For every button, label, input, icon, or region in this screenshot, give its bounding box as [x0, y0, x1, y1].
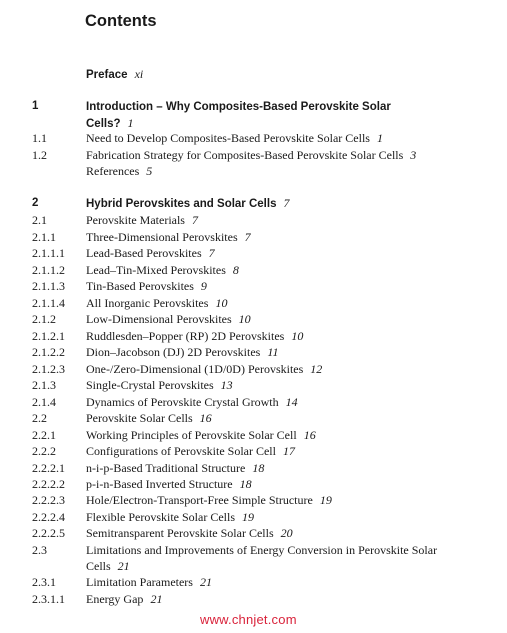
toc-entry-text [86, 163, 152, 179]
toc-entry-title: n-i-p-Based Traditional Structure [86, 461, 246, 475]
toc-entry-title: Dion–Jacobson (DJ) 2D Perovskites [86, 345, 261, 359]
watermark: www.chnjet.com [200, 612, 297, 627]
toc-entry-title: p-i-n-Based Inverted Structure [86, 477, 233, 491]
toc-entry-title: Flexible Perovskite Solar Cells [86, 510, 235, 524]
toc-entry-page: 7 [283, 196, 290, 210]
toc-entry-text [86, 542, 437, 574]
toc-entry-number: 2.2.2.3 [32, 493, 65, 507]
page-title: Contents [85, 12, 157, 30]
toc-entry-text [86, 278, 207, 294]
toc-entry-text [86, 361, 322, 377]
toc-entry-text [86, 147, 416, 163]
toc-entry-page: 18 [252, 461, 265, 475]
toc-entry-text [86, 410, 212, 426]
toc-entry-text [86, 295, 227, 311]
toc-entry-text [86, 130, 383, 146]
toc-entry-title: Energy Gap [86, 592, 144, 606]
toc-entry-number: 2.2.2.2 [32, 477, 65, 491]
toc-entry-number: 2.1 [32, 213, 47, 227]
toc-entry-number: 2.1.3 [32, 378, 56, 392]
toc-entry-page: 17 [282, 444, 295, 458]
toc-entry-number: 2.1.1 [32, 230, 56, 244]
toc-entry-title: Low-Dimensional Perovskites [86, 312, 232, 326]
toc-entry-number: 2.3.1 [32, 575, 56, 589]
toc-entry-page: 5 [146, 164, 153, 178]
toc-entry-title: Semitransparent Perovskite Solar Cells [86, 526, 274, 540]
toc-entry-text [86, 525, 293, 541]
toc-entry-page: 21 [150, 592, 163, 606]
toc-entry-page: 10 [215, 296, 228, 310]
toc-entry-text [86, 98, 391, 132]
toc-entry-number: 2.1.2.3 [32, 362, 65, 376]
toc-entry-page: 7 [191, 213, 198, 227]
toc-entry-number: 2.1.1.1 [32, 246, 65, 260]
toc-entry-page: 16 [303, 428, 316, 442]
toc-entry-page: 12 [310, 362, 323, 376]
toc-entry-number: 2.2.2.1 [32, 461, 65, 475]
toc-entry-title: Perovskite Solar Cells [86, 411, 193, 425]
toc-entry-text [86, 476, 252, 492]
toc-entry-title: References [86, 164, 140, 178]
toc-entry-text [86, 262, 239, 278]
toc-entry-text [86, 245, 215, 261]
toc-entry-text [86, 427, 316, 443]
toc-entry-page: xi [134, 67, 144, 81]
toc-entry-page: 8 [232, 263, 239, 277]
toc-entry-text [86, 377, 233, 393]
toc-entry-number: 2.1.2.2 [32, 345, 65, 359]
toc-entry-number: 2.2.2.4 [32, 510, 65, 524]
toc-entry-title: Three-Dimensional Perovskites [86, 230, 238, 244]
toc-entry-number: 2.1.4 [32, 395, 56, 409]
toc-entry-number: 2.2.1 [32, 428, 56, 442]
toc-entry-title: Need to Develop Composites-Based Perovskite Solar Cells [86, 131, 370, 145]
toc-entry-text [86, 509, 254, 525]
toc-entry-page: 1 [127, 116, 134, 130]
toc-entry-text [86, 195, 289, 212]
toc-entry-title: Introduction – Why Composites-Based Perovskite Solar [86, 101, 391, 113]
toc-entry-number: 2.1.1.4 [32, 296, 65, 310]
toc-entry-title-continued: Cells [86, 559, 111, 573]
toc-entry-page: 21 [199, 575, 212, 589]
toc-entry-page: 11 [267, 345, 279, 359]
toc-entry-text [86, 212, 198, 228]
toc-entry-text [86, 492, 332, 508]
toc-entry-number: 1 [32, 100, 39, 112]
toc-entry-title: Ruddlesden–Popper (RP) 2D Perovskites [86, 329, 285, 343]
toc-entry-page: 7 [208, 246, 215, 260]
toc-entry-title: Lead-Based Perovskites [86, 246, 202, 260]
toc-entry-text [86, 574, 212, 590]
toc-entry-number: 2.2.2.5 [32, 526, 65, 540]
toc-entry-title: Limitations and Improvements of Energy Conversion in Perovskite Solar [86, 543, 438, 557]
toc-entry-page: 9 [200, 279, 207, 293]
toc-entry-title: Hybrid Perovskites and Solar Cells [86, 198, 277, 210]
toc-entry-title-continued: Cells? [86, 118, 121, 130]
toc-entry-text [86, 460, 264, 476]
toc-entry-title: Preface [86, 69, 128, 81]
toc-entry-text [86, 443, 295, 459]
toc-entry-title: One-/Zero-Dimensional (1D/0D) Perovskites [86, 362, 304, 376]
toc-entry-number: 2.1.2.1 [32, 329, 65, 343]
toc-entry-title: Lead–Tin-Mixed Perovskites [86, 263, 226, 277]
toc-entry-page: 10 [238, 312, 251, 326]
toc-entry-text [86, 344, 278, 360]
toc-entry-page: 19 [242, 510, 254, 524]
toc-entry-title: Limitation Parameters [86, 575, 193, 589]
toc-entry-title: All Inorganic Perovskites [86, 296, 209, 310]
toc-entry-title: Single-Crystal Perovskites [86, 378, 214, 392]
toc-entry-text [86, 328, 303, 344]
toc-entry-title: Dynamics of Perovskite Crystal Growth [86, 395, 279, 409]
toc-entry-text [86, 66, 143, 83]
toc-entry-number: 1.1 [32, 131, 47, 145]
toc-entry-title: Tin-Based Perovskites [86, 279, 194, 293]
toc-entry-number: 2 [32, 197, 39, 209]
toc-entry-page: 16 [199, 411, 212, 425]
toc-entry-title: Configurations of Perovskite Solar Cell [86, 444, 276, 458]
toc-entry-number: 2.3 [32, 543, 47, 557]
toc-entry-number: 2.2 [32, 411, 47, 425]
toc-entry-title: Hole/Electron-Transport-Free Simple Structure [86, 493, 313, 507]
toc-entry-number: 2.1.1.3 [32, 279, 65, 293]
toc-entry-number: 2.3.1.1 [32, 592, 65, 606]
toc-entry-number: 1.2 [32, 148, 47, 162]
toc-entry-title: Working Principles of Perovskite Solar Cell [86, 428, 297, 442]
toc-entry-page: 18 [239, 477, 252, 491]
toc-entry-title: Perovskite Materials [86, 213, 185, 227]
toc-entry-page: 3 [410, 148, 417, 162]
toc-entry-number: 2.2.2 [32, 444, 56, 458]
toc-entry-page: 1 [376, 131, 383, 145]
toc-entry-page: 14 [285, 395, 298, 409]
toc-entry-title: Fabrication Strategy for Composites-Based Perovskite Solar Cells [86, 148, 404, 162]
toc-entry-text [86, 311, 251, 327]
toc-entry-page: 20 [280, 526, 293, 540]
toc-entry-page: 7 [244, 230, 251, 244]
toc-entry-text [86, 229, 251, 245]
toc-entry-number: 2.1.2 [32, 312, 56, 326]
toc-entry-text [86, 591, 162, 607]
toc-entry-page: 10 [291, 329, 304, 343]
toc-entry-page: 19 [319, 493, 332, 507]
toc-entry-page: 21 [117, 559, 130, 573]
toc-entry-number: 2.1.1.2 [32, 263, 65, 277]
toc-entry-text [86, 394, 298, 410]
toc-entry-page: 13 [220, 378, 233, 392]
